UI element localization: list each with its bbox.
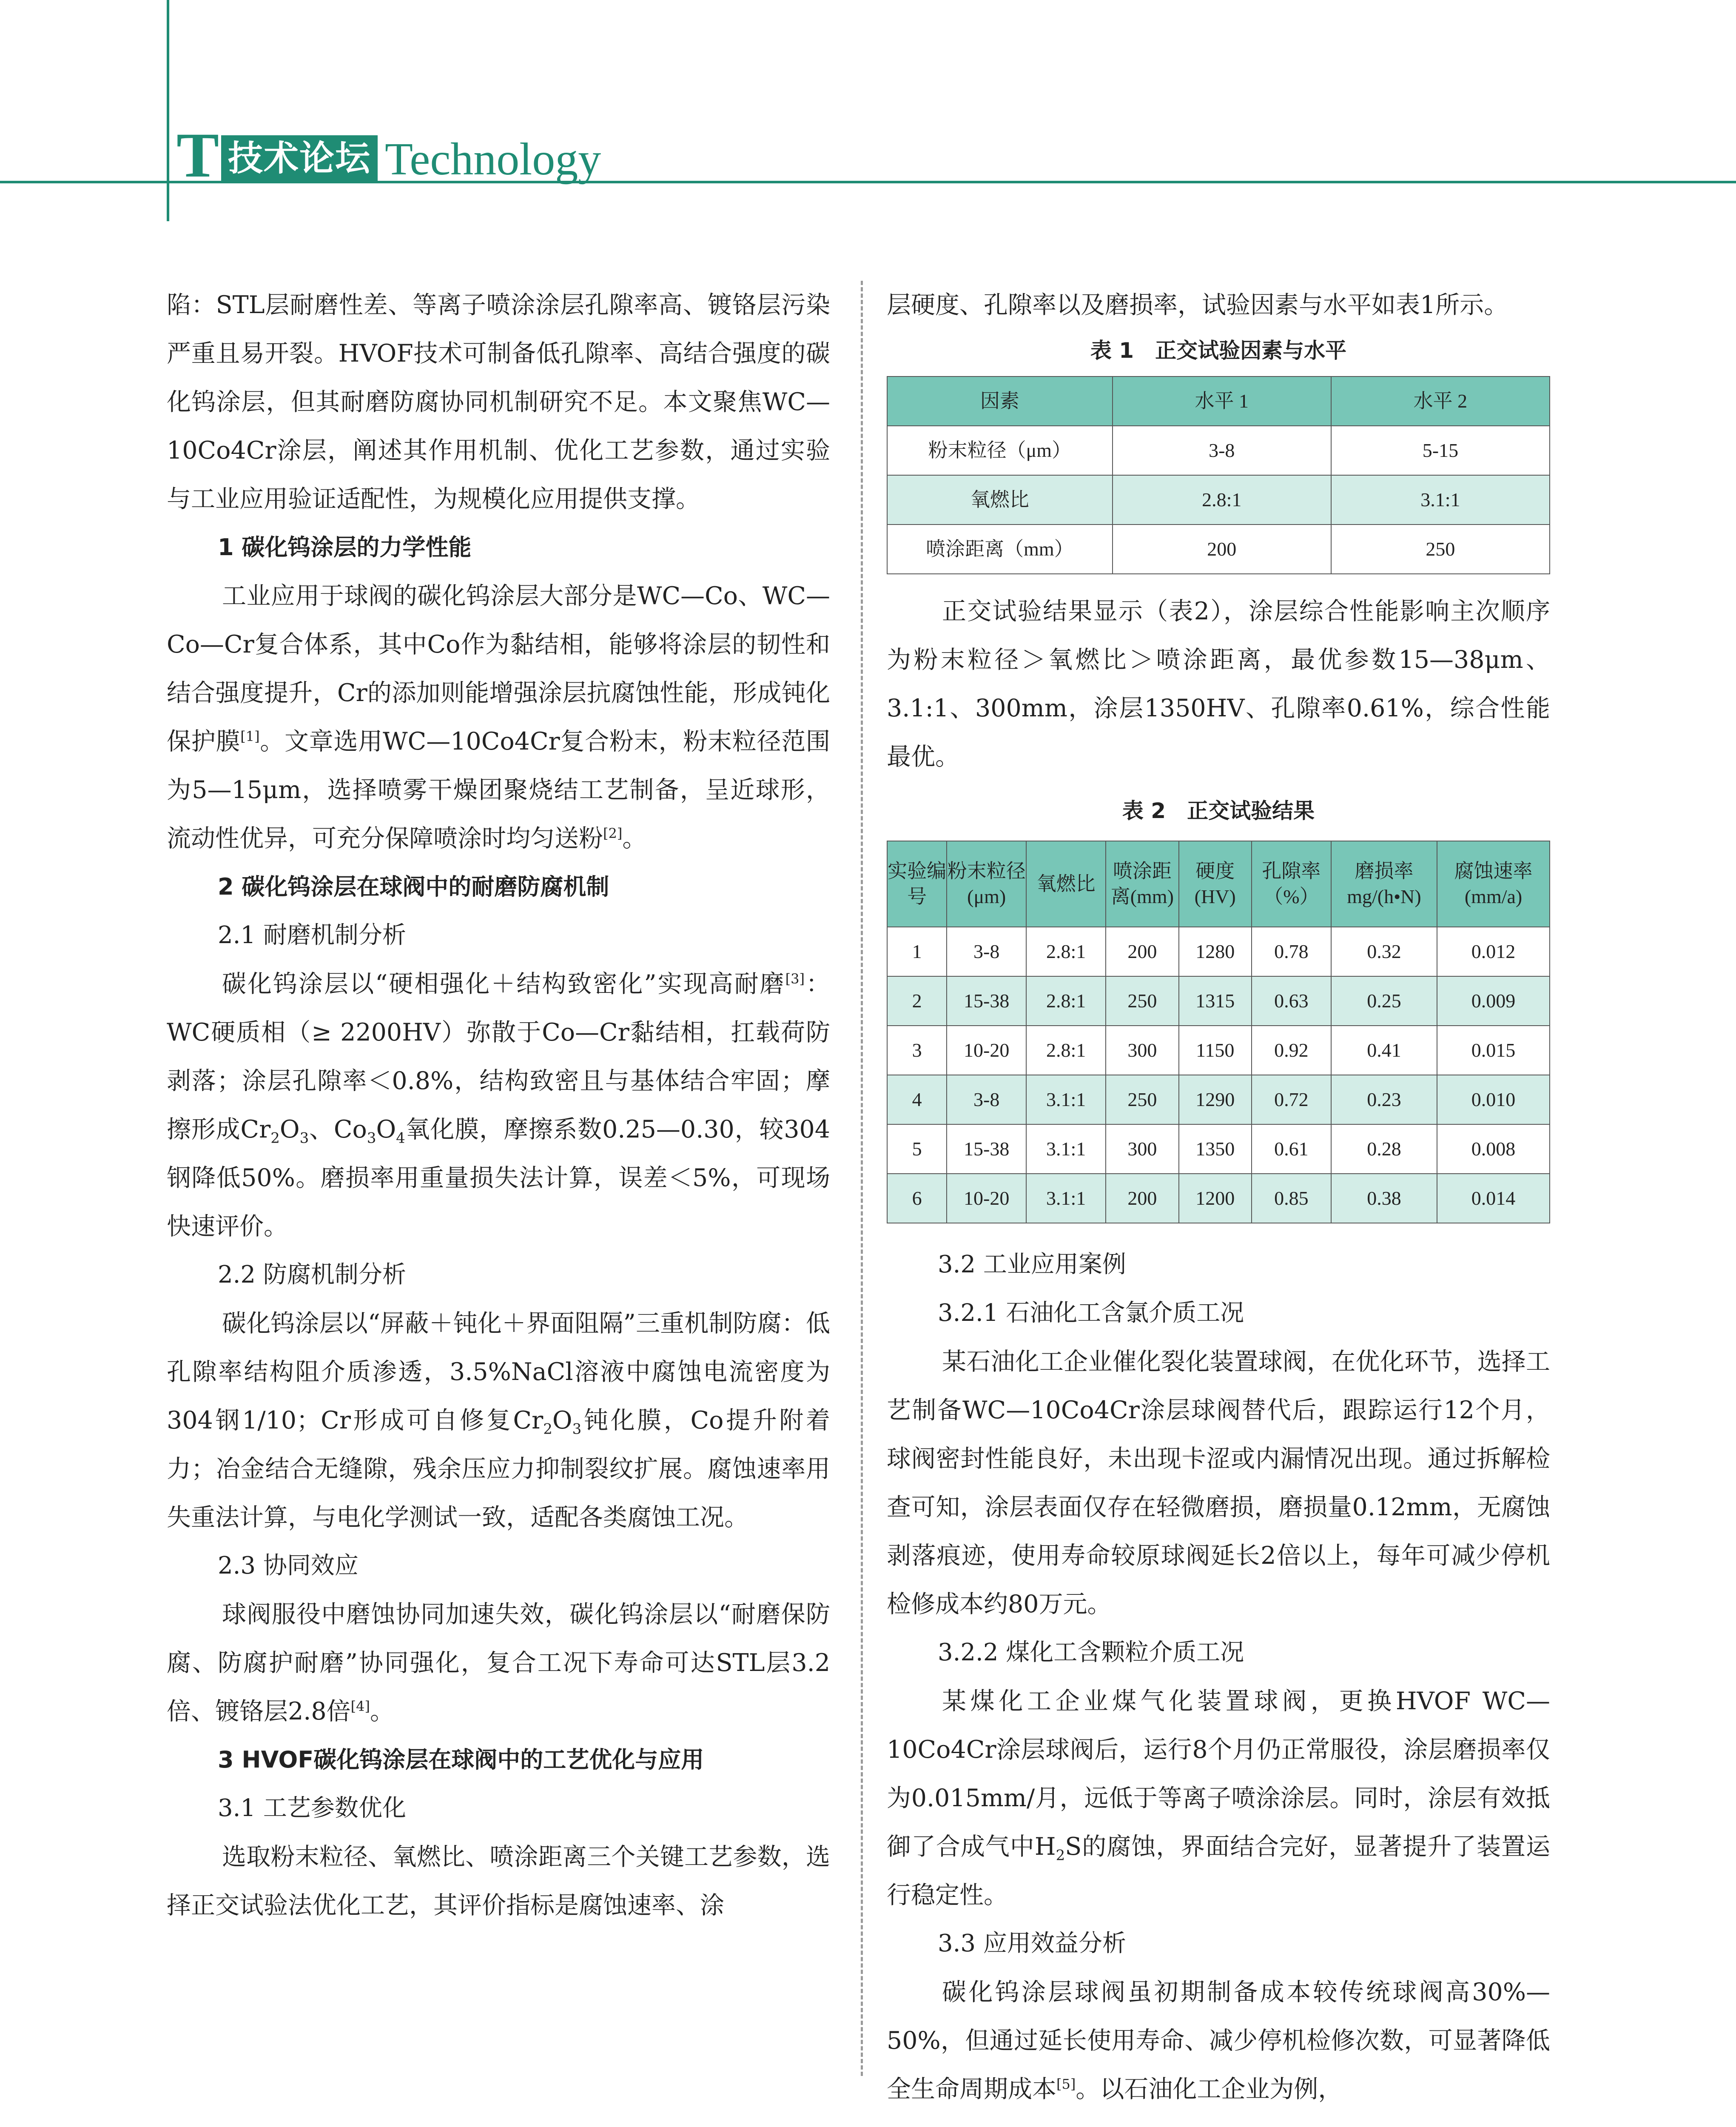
table-cell: 3.1:1: [1026, 1075, 1106, 1124]
table-cell: 2.8:1: [1113, 475, 1331, 525]
table-cell: 1350: [1179, 1124, 1252, 1174]
table-cell: 1: [887, 927, 947, 976]
table-row: [887, 1174, 1550, 1223]
table-cell: 1200: [1179, 1174, 1252, 1223]
table-cell: 0.85: [1252, 1174, 1331, 1223]
citation: [3]: [785, 971, 805, 987]
paragraph: 工业应用于球阀的碳化钨涂层大部分是WC—Co、WC—Co—Cr复合体系，其中Co作为黏结相，能够将涂层的韧性和结合强度提升，Cr的添加则能增强涂层抗腐蚀性能，形成钝化保护膜[1]。文章选用WC—10Co4Cr复合粉末，粉末粒径范围为5—15μm，选择喷雾干燥团聚烧结工艺制备，呈近球形，流动性优异，可充分保障喷涂时均匀送粉[2]。: [167, 582, 830, 853]
table-row: [887, 475, 1550, 525]
table-cell: 2: [887, 976, 947, 1026]
table-cell: 0.63: [1252, 976, 1331, 1026]
table-cell: 3-8: [947, 1075, 1026, 1124]
table-cell: 3-8: [947, 927, 1026, 976]
table-cell: 0.015: [1437, 1026, 1550, 1075]
header-vertical-rule: [167, 0, 169, 221]
table-cell: 300: [1106, 1026, 1178, 1075]
citation: [2]: [603, 825, 623, 841]
table-cell: 3.1:1: [1331, 475, 1550, 525]
table-cell: 0.28: [1331, 1124, 1437, 1174]
subsection-heading-3-3: 3.3 应用效益分析: [938, 1930, 1126, 1957]
table-cell: 250: [1331, 525, 1550, 574]
table-row: [887, 976, 1550, 1026]
table-cell: 15-38: [947, 976, 1026, 1026]
citation: [5]: [1056, 2076, 1076, 2092]
table-cell: 3-8: [1113, 426, 1331, 475]
table-cell: 1280: [1179, 927, 1252, 976]
citation: [1]: [240, 728, 260, 744]
table-row: [887, 1124, 1550, 1174]
table-cell: 0.014: [1437, 1174, 1550, 1223]
paragraph: 球阀服役中磨蚀协同加速失效，碳化钨涂层以“耐磨保防腐、防腐护耐磨”协同强化，复合工况下寿命可达STL层3.2倍、镀铬层2.8倍[4]。: [167, 1600, 830, 1725]
table2-header: 实验编号: [887, 841, 947, 927]
section-heading-2: 2 碳化钨涂层在球阀中的耐磨防腐机制: [218, 873, 609, 900]
subsection-heading-3-2: 3.2 工业应用案例: [938, 1251, 1126, 1278]
table-cell: 3.1:1: [1026, 1124, 1106, 1174]
table-cell: 0.32: [1331, 927, 1437, 976]
right-column: [887, 281, 1550, 2113]
table-cell: 0.78: [1252, 927, 1331, 976]
header-letter: T: [176, 120, 219, 191]
table2-header: 孔隙率（%）: [1252, 841, 1331, 927]
subsection-heading-2-2: 2.2 防腐机制分析: [218, 1261, 406, 1289]
paragraph: 某煤化工企业煤气化装置球阀，更换HVOF WC—10Co4Cr涂层球阀后，运行8个月仍正常服役，涂层磨损率仅为0.015mm/月，远低于等离子喷涂涂层。同时，涂层有效抵御了合成气中$H_2S$的腐蚀，界面结合完好，显著提升了装置运行稳定性。: [887, 1687, 1551, 1909]
table-cell: 10-20: [947, 1174, 1026, 1223]
table2-header: 腐蚀速率(mm/a): [1437, 841, 1550, 927]
table-cell: 200: [1106, 927, 1178, 976]
table-cell: 1150: [1179, 1026, 1252, 1075]
paragraph: 正交试验结果显示（表2），涂层综合性能影响主次顺序为粉末粒径＞氧燃比＞喷涂距离，最优参数15—38μm、3.1:1、300mm，涂层1350HV、孔隙率0.61%，综合性能最优。: [887, 597, 1550, 771]
table2-header: 硬度(HV): [1179, 841, 1252, 927]
paragraph: 陷：STL层耐磨性差、等离子喷涂涂层孔隙率高、镀铬层污染严重且易开裂。HVOF技术可制备低孔隙率、高结合强度的碳化钨涂层，但其耐磨防腐协同机制研究不足。本文聚焦WC—10Co4Cr涂层，阐述其作用机制、优化工艺参数，通过实验与工业应用验证适配性，为规模化应用提供支撑。: [167, 291, 830, 513]
left-column: [167, 281, 830, 1930]
table-cell: 3.1:1: [1026, 1174, 1106, 1223]
table-cell: 10-20: [947, 1026, 1026, 1075]
table-cell: 0.38: [1331, 1174, 1437, 1223]
table-cell: 粉末粒径（μm）: [887, 426, 1113, 475]
table-cell: 2.8:1: [1026, 1026, 1106, 1075]
table-cell: 15-38: [947, 1124, 1026, 1174]
table2-header: 氧燃比: [1026, 841, 1106, 927]
table-cell: 1290: [1179, 1075, 1252, 1124]
table-cell: 0.010: [1437, 1075, 1550, 1124]
header-section-cn: 技术论坛: [221, 135, 378, 182]
subsection-heading-3-2-1: 3.2.1 石油化工含氯介质工况: [938, 1299, 1244, 1327]
table-cell: 0.92: [1252, 1026, 1331, 1075]
table-cell: 喷涂距离（mm）: [887, 525, 1113, 574]
table2-header: 磨损率mg/(h•N): [1331, 841, 1437, 927]
section-heading-1: 1 碳化钨涂层的力学性能: [218, 534, 472, 561]
table-cell: 0.25: [1331, 976, 1437, 1026]
subsection-heading-3-2-2: 3.2.2 煤化工含颗粒介质工况: [938, 1639, 1244, 1666]
table-cell: 3: [887, 1026, 947, 1075]
table-row: [887, 1075, 1550, 1124]
subsection-heading-2-3: 2.3 协同效应: [218, 1552, 359, 1580]
table-cell: 300: [1106, 1124, 1178, 1174]
table-cell: 200: [1106, 1174, 1178, 1223]
table2-header: 喷涂距离(mm): [1106, 841, 1178, 927]
paragraph: 层硬度、孔隙率以及磨损率，试验因素与水平如表1所示。: [887, 291, 1508, 319]
table-cell: 5-15: [1331, 426, 1550, 475]
table-row: [887, 927, 1550, 976]
table2-caption: 表 2 正交试验结果: [1122, 798, 1315, 823]
paragraph: 碳化钨涂层球阀虽初期制备成本较传统球阀高30%—50%，但通过延长使用寿命、减少停机检修次数，可显著降低全生命周期成本[5]。以石油化工企业为例，: [887, 1978, 1550, 2103]
table1-header: 水平 1: [1113, 376, 1331, 426]
table-cell: 0.61: [1252, 1124, 1331, 1174]
subsection-heading-3-1: 3.1 工艺参数优化: [218, 1794, 406, 1822]
section-heading-3: 3 HVOF碳化钨涂层在球阀中的工艺优化与应用: [218, 1746, 704, 1773]
table-cell: 250: [1106, 976, 1178, 1026]
table-cell: 6: [887, 1174, 947, 1223]
table-cell: 氧燃比: [887, 475, 1113, 525]
table1-caption: 表 1 正交试验因素与水平: [1090, 338, 1347, 363]
citation: [4]: [350, 1698, 370, 1714]
table-cell: 0.72: [1252, 1075, 1331, 1124]
table-cell: 5: [887, 1124, 947, 1174]
table2: [887, 841, 1550, 1223]
table-row: [887, 426, 1550, 475]
table1: [887, 376, 1550, 574]
table1-header: 因素: [887, 376, 1113, 426]
table-cell: 2.8:1: [1026, 927, 1106, 976]
table-cell: 1315: [1179, 976, 1252, 1026]
table-cell: 250: [1106, 1075, 1178, 1124]
paragraph: 选取粉末粒径、氧燃比、喷涂距离三个关键工艺参数，选择正交试验法优化工艺，其评价指标是腐蚀速率、涂: [167, 1843, 830, 1919]
table-row: [887, 525, 1550, 574]
paragraph: 碳化钨涂层以“硬相强化＋结构致密化”实现高耐磨[3]：WC硬质相（≥ 2200HV）弥散于Co—Cr黏结相，扛载荷防剥落；涂层孔隙率＜0.8%，结构致密且与基体结合牢固；摩擦形成$Cr_2O_3$、$Co_3O_4$氧化膜，摩擦系数0.25—0.30，较304钢降低50%。磨损率用重量损失法计算，误差＜5%，可现场快速评价。: [167, 970, 831, 1240]
paragraph: 碳化钨涂层以“屏蔽＋钝化＋界面阻隔”三重机制防腐：低孔隙率结构阻介质渗透，3.5%NaCl溶液中腐蚀电流密度为304钢1/10；Cr形成可自修复$Cr_2O_3$钝化膜，Co提升附着力；冶金结合无缝隙，残余压应力抑制裂纹扩展。腐蚀速率用失重法计算，与电化学测试一致，适配各类腐蚀工况。: [167, 1309, 830, 1531]
table-cell: 0.23: [1331, 1075, 1437, 1124]
table1-header: 水平 2: [1331, 376, 1550, 426]
table-cell: 0.41: [1331, 1026, 1437, 1075]
table-cell: 0.008: [1437, 1124, 1550, 1174]
table-cell: 4: [887, 1075, 947, 1124]
header-section-en: Technology: [385, 134, 601, 185]
table-cell: 2.8:1: [1026, 976, 1106, 1026]
table-cell: 200: [1113, 525, 1331, 574]
table-cell: 0.012: [1437, 927, 1550, 976]
table2-header: 粉末粒径(μm): [947, 841, 1026, 927]
paragraph: 某石油化工企业催化裂化装置球阀，在优化环节，选择工艺制备WC—10Co4Cr涂层球阀替代后，跟踪运行12个月，球阀密封性能良好，未出现卡涩或内漏情况出现。通过拆解检查可知，涂层表面仅存在轻微磨损，磨损量0.12mm，无腐蚀剥落痕迹，使用寿命较原球阀延长2倍以上，每年可减少停机检修成本约80万元。: [887, 1348, 1550, 1618]
column-divider: [861, 281, 863, 2076]
table-row: [887, 1026, 1550, 1075]
table-cell: 0.009: [1437, 976, 1550, 1026]
subsection-heading-2-1: 2.1 耐磨机制分析: [218, 921, 406, 949]
